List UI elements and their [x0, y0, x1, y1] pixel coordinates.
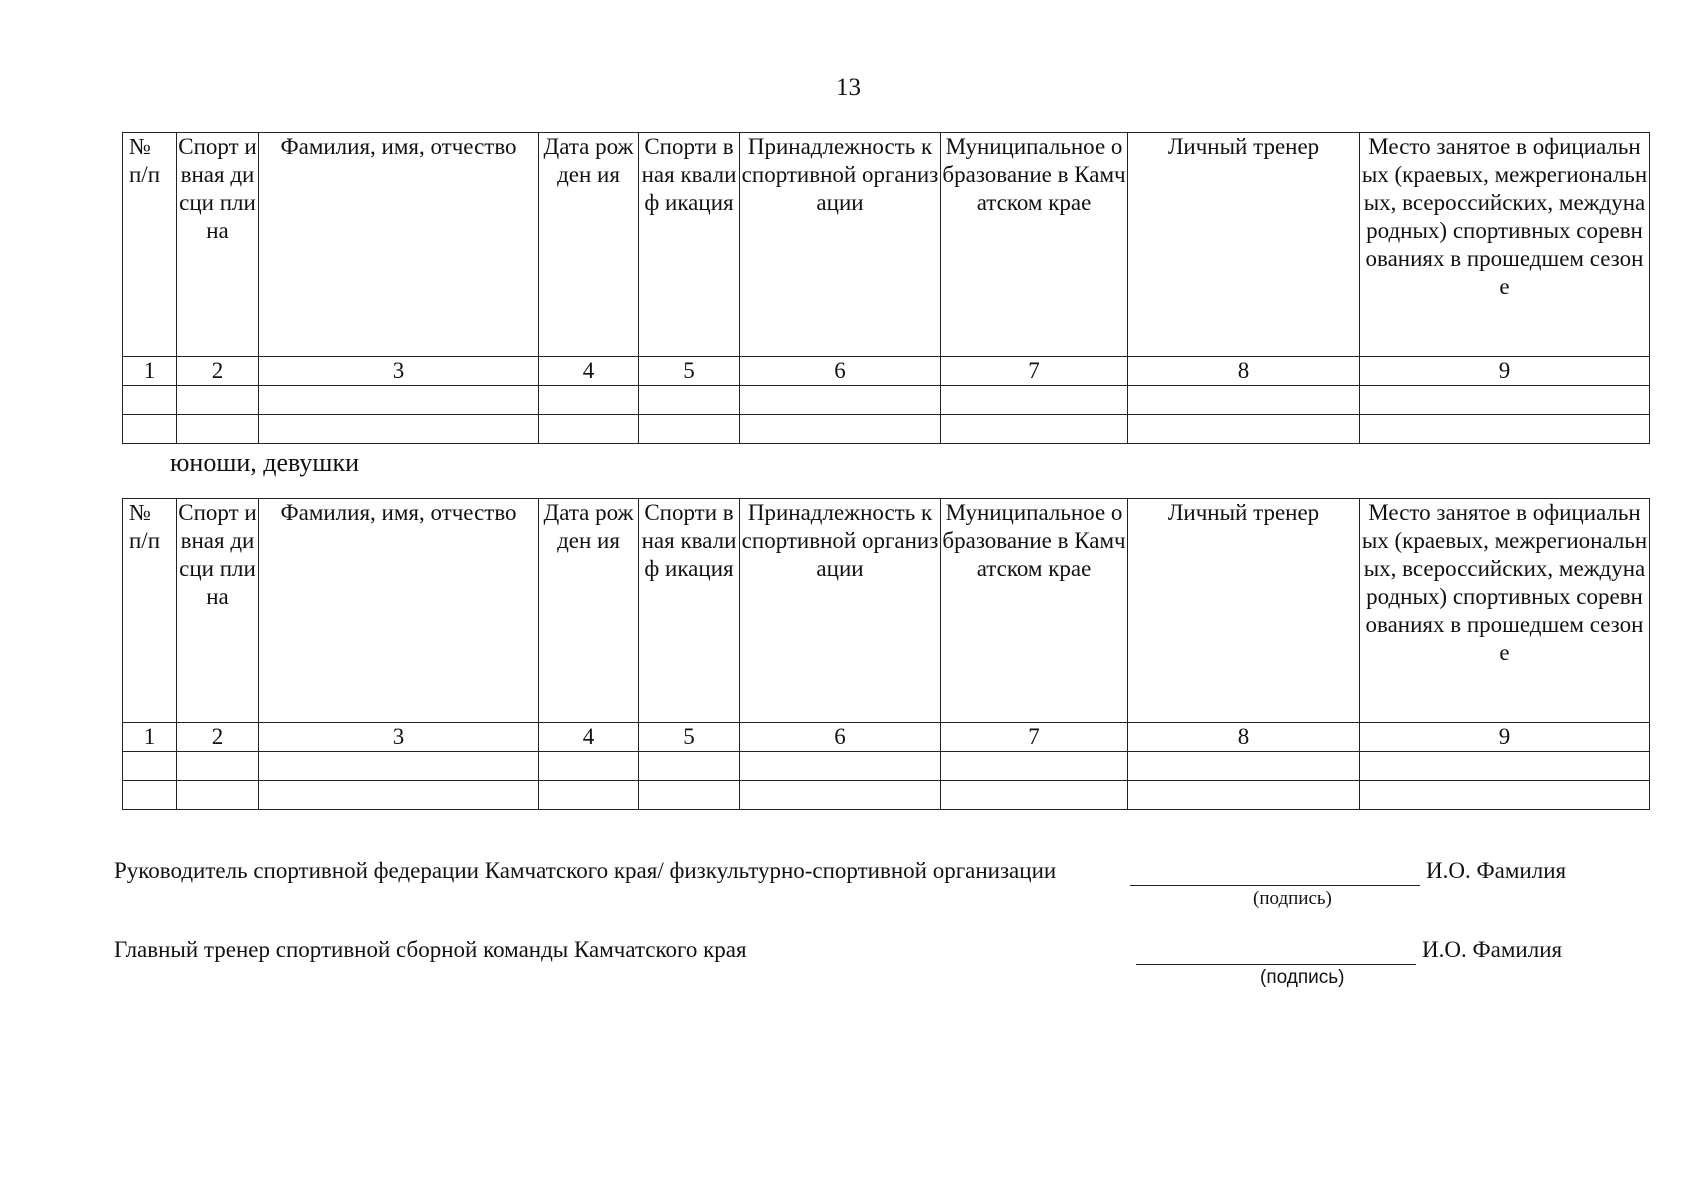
table-cell[interactable]	[639, 752, 740, 781]
athletes-table-1	[122, 132, 1650, 444]
table-cell[interactable]	[1360, 415, 1650, 444]
table-cell[interactable]	[123, 386, 177, 415]
header-cell: Фамилия, имя, отчество	[259, 499, 539, 723]
signature-role-1: Руководитель спортивной федерации Камчатского края/ физкультурно-спортивной организации	[114, 858, 1057, 883]
column-number: 3	[259, 723, 539, 752]
column-number: 7	[941, 723, 1128, 752]
header-cell: Принадлежность к спортивной организации	[740, 499, 941, 723]
table-cell[interactable]	[941, 386, 1128, 415]
table-cell[interactable]	[539, 752, 639, 781]
signature-name-1: И.О. Фамилия	[1426, 858, 1567, 883]
table-cell[interactable]	[177, 386, 259, 415]
column-number: 3	[259, 357, 539, 386]
table-row	[123, 752, 1650, 781]
column-number: 1	[123, 357, 177, 386]
table-cell[interactable]	[1128, 415, 1360, 444]
column-number: 4	[539, 357, 639, 386]
column-number: 9	[1360, 357, 1650, 386]
page-number: 13	[836, 74, 861, 101]
header-cell: Дата рожден ия	[539, 499, 639, 723]
table-cell[interactable]	[941, 415, 1128, 444]
table-cell[interactable]	[259, 781, 539, 810]
table-cell[interactable]	[639, 386, 740, 415]
table-header-row	[123, 499, 1650, 723]
signature-line-2[interactable]	[1136, 964, 1416, 965]
column-number: 5	[639, 723, 740, 752]
table-cell[interactable]	[740, 781, 941, 810]
header-cell: № п/п	[123, 499, 177, 723]
table-cell[interactable]	[123, 415, 177, 444]
header-cell: № п/п	[123, 133, 177, 357]
table-cell[interactable]	[1360, 781, 1650, 810]
header-cell: Принадлежность к спортивной организации	[740, 133, 941, 357]
table-cell[interactable]	[539, 781, 639, 810]
table-cell[interactable]	[639, 781, 740, 810]
athletes-table-2	[122, 498, 1650, 810]
header-cell: Дата рожден ия	[539, 133, 639, 357]
header-cell: Место занятое в официальных (краевых, межрегиональных, всероссийских, международных) спортивных соревнованиях в прошедшем сезоне	[1360, 499, 1650, 723]
table-header-row	[123, 133, 1650, 357]
header-cell: Спорти вная квалиф икация	[639, 499, 740, 723]
table-cell[interactable]	[740, 415, 941, 444]
header-cell: Муниципальное образование в Камчатском крае	[941, 133, 1128, 357]
column-number: 4	[539, 723, 639, 752]
table-cell[interactable]	[177, 781, 259, 810]
table-cell[interactable]	[941, 752, 1128, 781]
table-cell[interactable]	[1128, 386, 1360, 415]
table-cell[interactable]	[177, 752, 259, 781]
signature-role-2: Главный тренер спортивной сборной команды Камчатского края	[114, 937, 747, 962]
table-cell[interactable]	[539, 386, 639, 415]
table-cell[interactable]	[539, 415, 639, 444]
header-cell: Спорт ивная дисци плина	[177, 133, 259, 357]
table-cell[interactable]	[123, 752, 177, 781]
column-number: 5	[639, 357, 740, 386]
column-number: 6	[740, 357, 941, 386]
table-cell[interactable]	[1360, 386, 1650, 415]
header-cell: Муниципальное образование в Камчатском крае	[941, 499, 1128, 723]
table-cell[interactable]	[123, 781, 177, 810]
table-cell[interactable]	[740, 386, 941, 415]
signature-name-2: И.О. Фамилия	[1422, 937, 1563, 962]
column-number-row	[123, 723, 1650, 752]
header-cell: Место занятое в официальных (краевых, межрегиональных, всероссийских, международных) спортивных соревнованиях в прошедшем сезоне	[1360, 133, 1650, 357]
table-row	[123, 386, 1650, 415]
column-number-row	[123, 357, 1650, 386]
column-number: 6	[740, 723, 941, 752]
table-cell[interactable]	[177, 415, 259, 444]
table-cell[interactable]	[941, 781, 1128, 810]
table-cell[interactable]	[259, 386, 539, 415]
table-cell[interactable]	[740, 752, 941, 781]
table-cell[interactable]	[1128, 752, 1360, 781]
table-cell[interactable]	[1128, 781, 1360, 810]
table-row	[123, 781, 1650, 810]
header-cell: Личный тренер	[1128, 133, 1360, 357]
column-number: 9	[1360, 723, 1650, 752]
column-number: 1	[123, 723, 177, 752]
signature-caption-1: (подпись)	[1253, 888, 1332, 909]
header-cell: Личный тренер	[1128, 499, 1360, 723]
header-cell: Спорти вная квалиф икация	[639, 133, 740, 357]
table-row	[123, 415, 1650, 444]
column-number: 8	[1128, 723, 1360, 752]
column-number: 2	[177, 723, 259, 752]
table-cell[interactable]	[259, 752, 539, 781]
section-label: юноши, девушки	[170, 448, 359, 477]
table-cell[interactable]	[639, 415, 740, 444]
header-cell: Спорт ивная дисци плина	[177, 499, 259, 723]
column-number: 8	[1128, 357, 1360, 386]
signature-caption-2: (подпись)	[1260, 967, 1345, 988]
table-cell[interactable]	[259, 415, 539, 444]
signature-line-1[interactable]	[1130, 885, 1420, 886]
header-cell: Фамилия, имя, отчество	[259, 133, 539, 357]
table-cell[interactable]	[1360, 752, 1650, 781]
column-number: 7	[941, 357, 1128, 386]
column-number: 2	[177, 357, 259, 386]
